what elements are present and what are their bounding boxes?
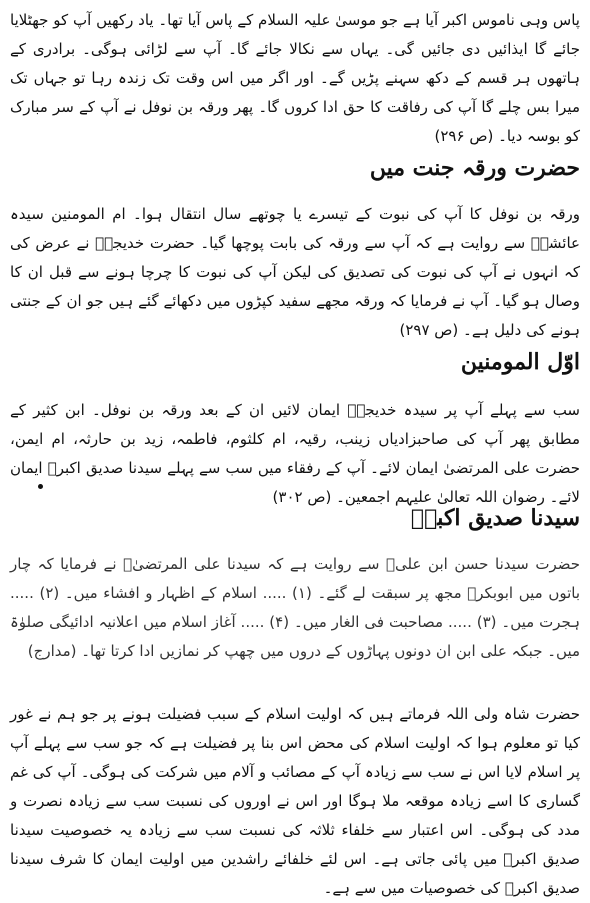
paragraph-text: حضرت سیدنا حسن ابن علیؓ سے روایت ہے کہ سیدنا علی المرتضیٰؓ نے فرمایا کہ چار باتوں میں ابوبکرؓ مجھ پر سبقت لے گئے۔ (۱) ..... اسلام کے اظہار و افشاء میں۔ (۲) ..... ہجرت میں۔ (۳) ..... مصاحبت فی الغار میں۔ (۴) ..... آغاز اسلام میں اعلانیہ ادائیگی صلوٰۃ میں۔ جبکہ علی ابن ان دونوں پہاڑوں کے دروں میں چھپ کر نمازیں ادا کرتا تھا۔ (مدارج) — [10, 555, 581, 660]
paragraph-text: حضرت شاہ ولی اللہ فرماتے ہیں کہ اولیت اسلام کے سبب فضیلت ہونے پر جو ہم نے غور کیا تو معلوم ہوا کہ اولیت اسلام کی محض اس بنا پر فضیلت ہے کہ جو سب سے پہلے آپ پر اسلام لایا اس نے سب سے زیادہ آپ کے مصائب و آلام میں شرکت کی ہوگی۔ آپ کی غم گساری کا اسے زیادہ موقعہ ملا ہوگا اور اس نے اوروں کی نسبت سب سے زیادہ نصرت و مدد کی ہوگی۔ اس اعتبار سے خلفاء ثلاثہ کی نسبت سب سے زیادہ یہ خصوصیت سیدنا صدیق اکبرؓ میں پائی جاتی ہے۔ اس لئے خلفائے راشدین میں اولیت ایمان کا شرف سیدنا صدیق اکبرؓ کی خصوصیات میں سے ہے۔ — [10, 705, 580, 897]
paragraph-waraqa-death — [10, 200, 580, 345]
stray-dot-mark — [38, 484, 43, 489]
section-heading: حضرت ورقہ جنت میں — [369, 155, 580, 181]
paragraph-ali-narration — [10, 550, 580, 666]
paragraph-first-believers — [10, 396, 580, 512]
heading-waraqa-in-paradise — [10, 152, 580, 184]
section-heading: اوّل المومنین — [460, 349, 580, 375]
paragraph-shah-waliullah — [10, 700, 580, 903]
paragraph-waraqa-prophecy — [10, 6, 580, 151]
paragraph-text: پاس وہی ناموس اکبر آیا ہے جو موسیٰ علیہ السلام کے پاس آیا تھا۔ یاد رکھیں آپ کو جھٹلایا جائے گا ایذائیں دی جائیں گی۔ یہاں سے نکالا جائے گا۔ آپ سے لڑائی ہوگی۔ برادری کے ہاتھوں ہر قسم کے دکھ سہنے پڑیں گے۔ اور اگر میں اس وقت تک زندہ رہا تو جہاں تک میرا بس چلے گا آپ کی رفاقت کا حق ادا کروں گا۔ پھر ورقہ بن نوفل نے آپ کے سر مبارک کو بوسہ دیا۔ (ص ۲۹۶) — [10, 11, 580, 145]
paragraph-text: سب سے پہلے آپ پر سیدہ خدیجہؓ ایمان لائیں ان کے بعد ورقہ بن نوفل۔ ابن کثیر کے مطابق پھر آپ کی صاحبزادیاں زینب، رقیہ، ام کلثوم، فاطمہ، زید بن حارثہ، ام ایمن، حضرت علی المرتضیٰ ایمان لائے۔ آپ کے رفقاء میں سب سے پہلے سیدنا صدیق اکبرؓ ایمان لائے۔ رضوان اللہ تعالیٰ علیہم اجمعین۔ (ص ۳۰۲) — [10, 401, 580, 506]
heading-first-believers — [10, 346, 580, 378]
heading-siddiq-akbar — [10, 502, 580, 534]
paragraph-text: ورقہ بن نوفل کا آپ کی نبوت کے تیسرے یا چوتھے سال انتقال ہوا۔ ام المومنین سیدہ عائشہؓ سے روایت ہے کہ آپ سے ورقہ کی بابت پوچھا گیا۔ حضرت خدیجہؓ نے عرض کی کہ انہوں نے آپ کی نبوت کی تصدیق کی لیکن آپ کی نبوت کا چرچا ہونے سے قبل ان کا وصال ہو گیا۔ آپ نے فرمایا کہ ورقہ مجھے سفید کپڑوں میں دکھائے گئے ہیں جو ان کے جنتی ہونے کی دلیل ہے۔ (ص ۲۹۷) — [10, 205, 580, 339]
section-heading: سیدنا صدیق اکبرؓ — [410, 505, 580, 531]
